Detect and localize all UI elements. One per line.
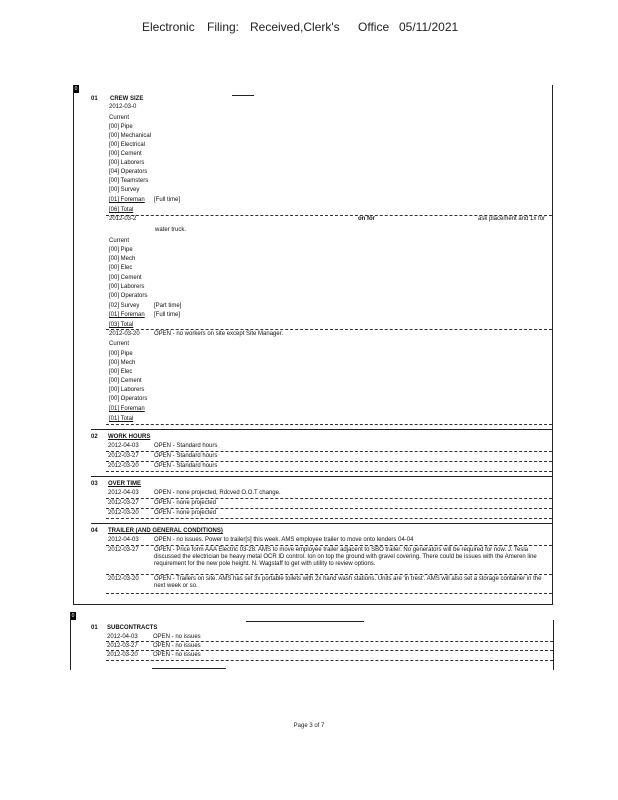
row-divider bbox=[106, 508, 552, 509]
row-divider bbox=[106, 471, 552, 472]
over-time-number: 03 bbox=[91, 481, 98, 487]
trailer-text: OPEN - Price form AAA Electric 03-28. AMS to move employee trailer adjacent to SBO trailer. No generators will be required for now. J. Tesla discussed the electrician be heavy metal OCR ID control. Ion on top the ground with gravel covering. There could be issues with the Ameren line requirement for the new pole height. N. Wagstaff to get with utility to review options. bbox=[154, 547, 537, 567]
crew-2-mid-text: on for bbox=[358, 216, 375, 222]
row-divider bbox=[106, 641, 553, 642]
trailer-text: OPEN - no issues. Power to trailer[s] this week. AMS employee trailer to move onto lenders 04-04 bbox=[154, 537, 414, 543]
crew-3-current: Current bbox=[109, 341, 130, 347]
subcontracts-text: OPEN - no issues bbox=[153, 643, 201, 649]
crew-2-row: [00] Mech bbox=[109, 256, 136, 262]
row-divider bbox=[106, 424, 552, 425]
header-received: Received,Clerk's bbox=[250, 20, 340, 34]
section-marker: 0 bbox=[74, 86, 78, 92]
work-hours-number: 02 bbox=[91, 434, 98, 440]
frame-right-border bbox=[553, 620, 554, 670]
crew-1-foreman: [01] Foreman bbox=[109, 197, 145, 203]
over-time-date: 2012-04-03 bbox=[108, 490, 139, 496]
crew-title: CREW SIZE bbox=[110, 96, 144, 102]
frame-bottom-tick bbox=[152, 668, 226, 669]
row-divider bbox=[106, 451, 552, 452]
crew-2-row: [00] Cement bbox=[109, 275, 142, 281]
crew-3-foreman: [01] Foreman bbox=[109, 406, 145, 412]
crew-3-row: [00] Operators bbox=[109, 396, 148, 402]
subcontracts-text: OPEN - no issues bbox=[153, 634, 201, 640]
crew-2-row: [00] Pipe bbox=[109, 247, 133, 253]
crew-1-row: [00] Electrical bbox=[109, 142, 146, 148]
frame-bottom-border bbox=[73, 604, 552, 605]
frame-left-border bbox=[70, 612, 71, 670]
header-electronic: Electronic bbox=[142, 20, 195, 34]
work-hours-text: OPEN - Standard hours bbox=[154, 453, 218, 459]
section-divider bbox=[91, 429, 552, 430]
crew-2-foreman-note: [Full time] bbox=[154, 312, 181, 318]
subcontracts-title: SUBCONTRACTS bbox=[107, 625, 158, 631]
section-divider bbox=[91, 476, 552, 477]
crew-2-row: [00] Elec bbox=[109, 265, 133, 271]
trailer-date: 2012-04-03 bbox=[108, 537, 139, 543]
header-filing: Filing: bbox=[207, 20, 240, 34]
crew-3-status: OPEN - no workers on site except Site Manager. bbox=[154, 331, 284, 337]
crew-3-row: [00] Pipe bbox=[109, 351, 133, 357]
row-divider bbox=[106, 461, 552, 462]
crew-number: 01 bbox=[91, 96, 98, 102]
work-hours-title: WORK HOURS bbox=[108, 434, 151, 440]
over-time-text: OPEN - none projected bbox=[154, 510, 217, 516]
crew-1-row: [04] Operators bbox=[109, 169, 148, 175]
trailer-date: 2012-03-27 bbox=[108, 547, 139, 553]
crew-3-row: [00] Cement bbox=[109, 378, 142, 384]
crew-3-total: [01] Total bbox=[109, 416, 134, 422]
row-divider bbox=[106, 660, 553, 661]
row-divider bbox=[106, 593, 552, 594]
crew-2-row: [00] Laborers bbox=[109, 284, 145, 290]
crew-1-row: [00] Mechanical bbox=[109, 133, 152, 139]
crew-3-row: [00] Elec bbox=[109, 369, 133, 375]
crew-2-right-text: ask placement and 1x for bbox=[478, 216, 546, 222]
filing-header bbox=[0, 20, 618, 104]
section-divider bbox=[91, 523, 552, 524]
work-hours-date: 2012-04-03 bbox=[108, 443, 139, 449]
trailer-number: 04 bbox=[91, 528, 98, 534]
subcontracts-date: 2012-03-27 bbox=[107, 643, 138, 649]
crew-3-row: [00] Laborers bbox=[109, 387, 145, 393]
crew-1-row: [00] Teamsters bbox=[109, 178, 149, 184]
frame-left-border bbox=[73, 85, 74, 605]
row-divider bbox=[106, 574, 552, 575]
crew-1-current: Current bbox=[109, 115, 130, 121]
crew-3-date: 2012-03-20 bbox=[109, 331, 140, 337]
row-divider bbox=[106, 518, 552, 519]
over-time-text: OPEN - none projected bbox=[154, 500, 217, 506]
row-divider bbox=[106, 650, 553, 651]
crew-2-total: [03] Total bbox=[109, 322, 134, 328]
crew-2-current: Current bbox=[109, 238, 130, 244]
header-office: Office bbox=[358, 20, 390, 34]
trailer-text: OPEN - Trailers on site. AMS has set 3x portable toilets with 2x hand wash stations. Units are 'in trest'. AMS will also set a storage container in the next week or so. bbox=[154, 576, 542, 589]
row-divider bbox=[106, 329, 552, 330]
over-time-title: OVER TIME bbox=[108, 481, 142, 487]
crew-1-row: [00] Survey bbox=[109, 187, 140, 193]
frame-top-tick bbox=[232, 95, 254, 96]
subcontracts-date: 2012-03-20 bbox=[107, 652, 138, 658]
subcontracts-number: 01 bbox=[91, 625, 98, 631]
row-divider bbox=[106, 498, 552, 499]
frame-top-tick bbox=[246, 621, 364, 622]
work-hours-date: 2012-03-20 bbox=[108, 463, 139, 469]
crew-1-row: [00] Pipe bbox=[109, 124, 133, 130]
crew-3-row: [00] Mech bbox=[109, 360, 136, 366]
work-hours-text: OPEN - Standard hours bbox=[154, 443, 218, 449]
crew-1-row: [00] Laborers bbox=[109, 160, 145, 166]
crew-2-date: 2012-03-2 bbox=[109, 216, 137, 222]
frame-right-border bbox=[552, 85, 553, 605]
crew-2-cont: water truck. bbox=[155, 227, 187, 233]
section-marker: 0 bbox=[71, 613, 75, 619]
crew-1-total: [06] Total bbox=[109, 207, 134, 213]
crew-2-row: [00] Operators bbox=[109, 293, 148, 299]
work-hours-text: OPEN - Standard hours bbox=[154, 463, 218, 469]
header-date: 05/11/2021 bbox=[399, 20, 459, 34]
over-time-date: 2012-03-27 bbox=[108, 500, 139, 506]
subcontracts-text: OPEN - no issues bbox=[153, 652, 201, 658]
crew-2-survey: [02] Survey bbox=[109, 303, 140, 309]
crew-1-row: [00] Cement bbox=[109, 151, 142, 157]
trailer-title: TRAILER (AND GENERAL CONDITIONS) bbox=[108, 528, 223, 534]
trailer-date: 2012-03-20 bbox=[108, 576, 139, 582]
crew-2-foreman: [01] Foreman bbox=[109, 312, 145, 318]
over-time-text: OPEN - none projected, Rdcved O.O.T change. bbox=[154, 490, 281, 496]
crew-2-survey-note: [Part time] bbox=[154, 303, 182, 309]
crew-1-date: 2012-03-0 bbox=[109, 104, 137, 110]
subcontracts-date: 2012-04-03 bbox=[107, 634, 138, 640]
crew-1-foreman-note: [Full time] bbox=[154, 197, 181, 203]
page-number: Page 3 of 7 bbox=[293, 723, 325, 729]
row-divider bbox=[106, 545, 552, 546]
work-hours-date: 2012-03-27 bbox=[108, 453, 139, 459]
over-time-date: 2012-03-20 bbox=[108, 510, 139, 516]
